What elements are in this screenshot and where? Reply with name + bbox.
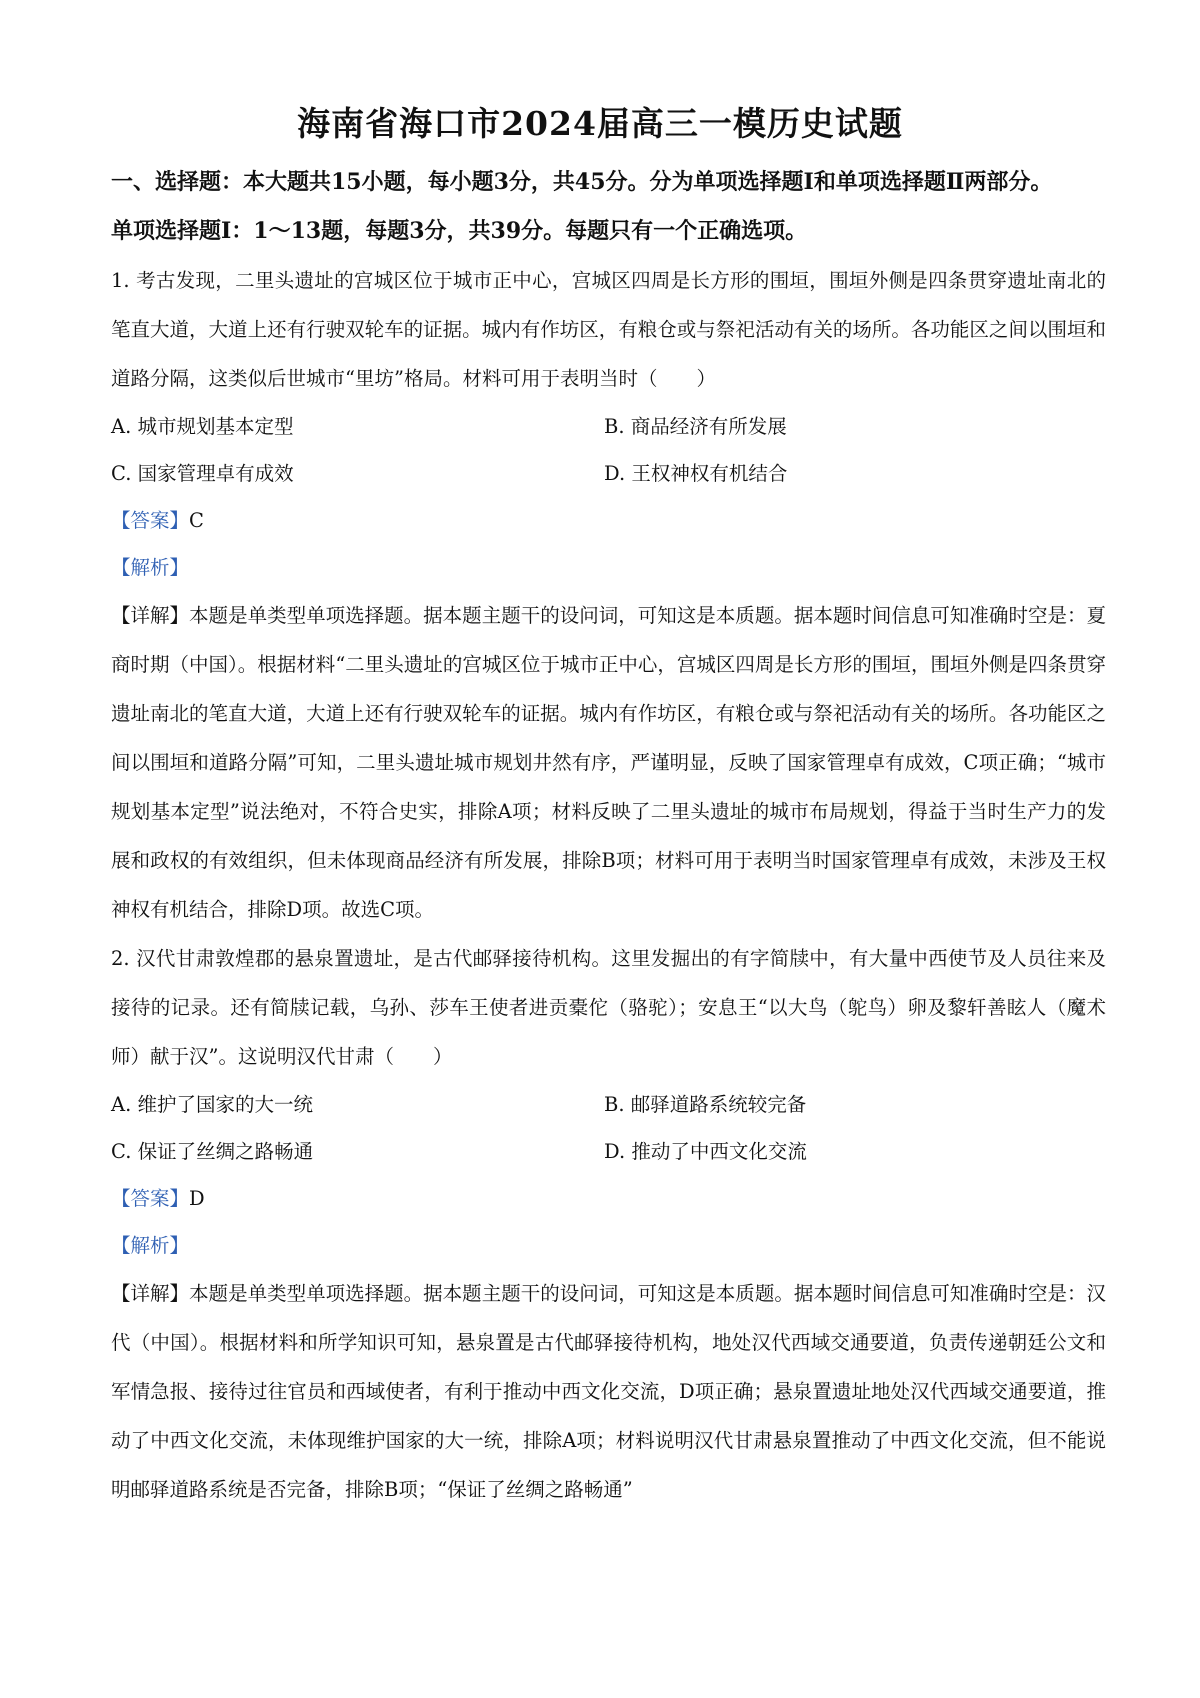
question-2 [111, 934, 1106, 1514]
option-c: C. 国家管理卓有成效 [111, 462, 294, 485]
option-b: B. 商品经济有所发展 [604, 415, 787, 438]
answer-line [111, 497, 1106, 544]
detail-label: 【详解】 [111, 1282, 190, 1305]
detail-text: 本题是单类型单项选择题。据本题主题干的设问词，可知这是本质题。据本题时间信息可知准确时空是：夏商时期（中国）。根据材料“二里头遗址的宫城区位于城市正中心，宫城区四周是长方形的围垣，围垣外侧是四条贯穿遗址南北的笔直大道，大道上还有行驶双轮车的证据。城内有作坊区，有粮仓或与祭祀活动有关的场所。各功能区之间以围垣和道路分隔”可知，二里头遗址城市规划井然有序，严谨明显，反映了国家管理卓有成效，C项正确；“城市规划基本定型”说法绝对，不符合史实，排除A项；材料反映了二里头遗址的城市布局规划，得益于当时生产力的发展和政权的有效组织，但未体现商品经济有所发展，排除B项；材料可用于表明当时国家管理卓有成效，未涉及王权神权有机结合，排除D项。故选C项。 [111, 604, 1106, 921]
page-title: 海南省海口市2024届高三一模历史试题 [297, 104, 903, 143]
option-list [111, 403, 1106, 497]
analysis-line [111, 1222, 1106, 1269]
option-a: A. 维护了国家的大一统 [111, 1093, 313, 1116]
detail-paragraph [111, 1269, 1106, 1514]
answer-value: D [189, 1187, 205, 1210]
option-c: C. 保证了丝绸之路畅通 [111, 1140, 314, 1163]
option-d: D. 推动了中西文化交流 [604, 1140, 807, 1163]
analysis-line [111, 544, 1106, 591]
option-d: D. 王权神权有机结合 [604, 462, 788, 485]
question-stem: 1. 考古发现，二里头遗址的宫城区位于城市正中心，宫城区四周是长方形的围垣，围垣外侧是四条贯穿遗址南北的笔直大道，大道上还有行驶双轮车的证据。城内有作坊区，有粮仓或与祭祀活动有关的场所。各功能区之间以围垣和道路分隔，这类似后世城市“里坊”格局。材料可用于表明当时（ ） [111, 269, 1106, 390]
detail-label: 【详解】 [111, 604, 190, 627]
answer-value: C [189, 509, 204, 532]
option-list [111, 1081, 1106, 1175]
sub-section-heading: 单项选择题Ⅰ：1～13题，每题3分，共39分。每题只有一个正确选项。 [111, 218, 808, 244]
analysis-label: 【解析】 [111, 556, 190, 579]
option-a: A. 城市规划基本定型 [111, 415, 294, 438]
detail-paragraph [111, 591, 1106, 934]
answer-line [111, 1175, 1106, 1222]
option-b: B. 邮驿道路系统较完备 [604, 1093, 807, 1116]
answer-label: 【答案】 [111, 509, 190, 532]
question-stem: 2. 汉代甘肃敦煌郡的悬泉置遗址，是古代邮驿接待机构。这里发掘出的有字简牍中，有大量中西使节及人员往来及接待的记录。还有简牍记载，乌孙、莎车王使者进贡橐佗（骆驼）；安息王“以大鸟（鸵鸟）卵及黎轩善眩人（魔术师）献于汉”。这说明汉代甘肃（ ） [111, 947, 1106, 1068]
section-heading: 一、选择题：本大题共15小题，每小题3分，共45分。分为单项选择题Ⅰ和单项选择题Ⅱ两部分。 [111, 169, 1053, 195]
answer-label: 【答案】 [111, 1187, 190, 1210]
detail-text: 本题是单类型单项选择题。据本题主题干的设问词，可知这是本质题。据本题时间信息可知准确时空是：汉代（中国）。根据材料和所学知识可知，悬泉置是古代邮驿接待机构，地处汉代西域交通要道，负责传递朝廷公文和军情急报、接待过往官员和西域使者，有利于推动中西文化交流，D项正确；悬泉置遗址地处汉代西域交通要道，推动了中西文化交流，未体现维护国家的大一统，排除A项；材料说明汉代甘肃悬泉置推动了中西文化交流，但不能说明邮驿道路系统是否完备，排除B项；“保证了丝绸之路畅通” [111, 1282, 1106, 1501]
exam-content [111, 158, 1106, 1514]
analysis-label: 【解析】 [111, 1234, 190, 1257]
question-1 [111, 256, 1106, 934]
